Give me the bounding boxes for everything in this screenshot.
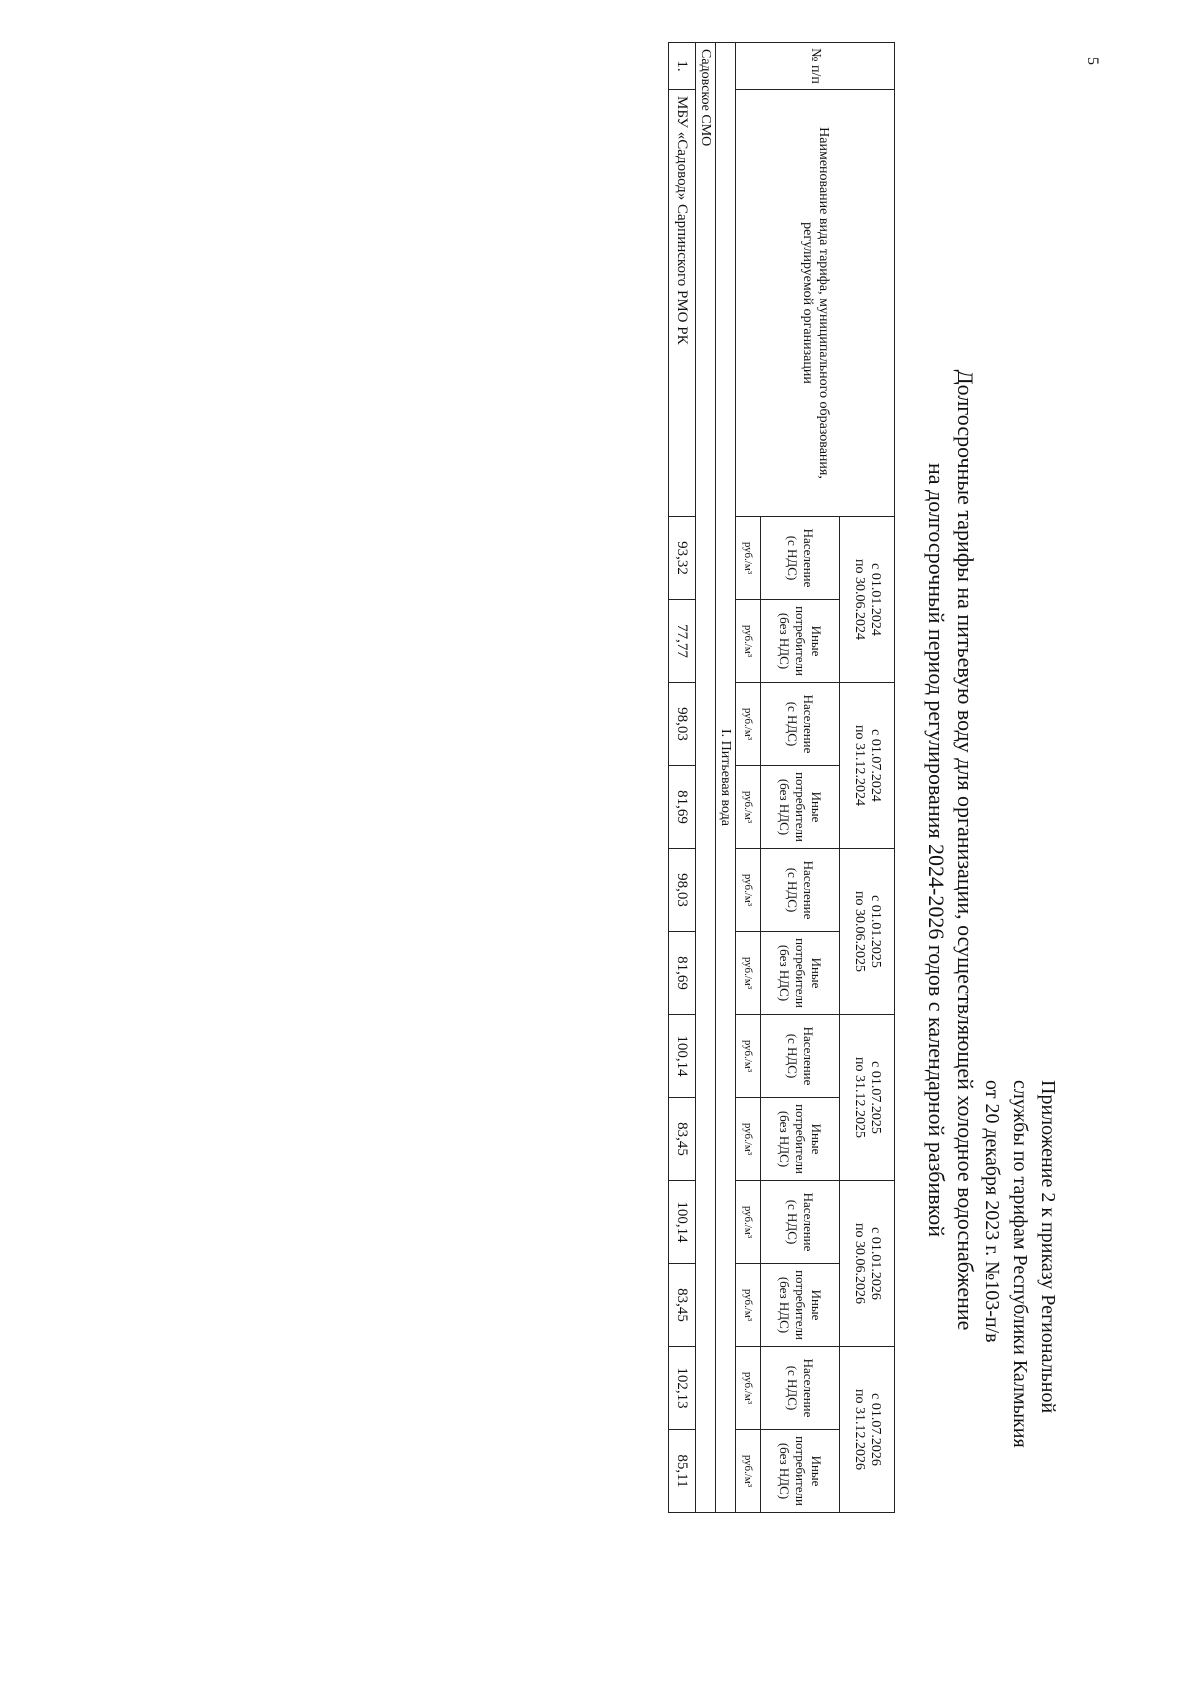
unit-cell: руб./м³: [736, 1347, 761, 1430]
subcol-line: Иные: [809, 1123, 824, 1155]
unit-cell: руб./м³: [736, 849, 761, 932]
subcol-line: (без НДС): [777, 1442, 792, 1500]
period-to: по 30.06.2024: [852, 559, 867, 640]
tariff-value: 98,03: [669, 849, 696, 932]
subcol-line: Иные: [809, 957, 824, 989]
period-to: по 30.06.2026: [852, 1223, 867, 1304]
subcol-other: [761, 1430, 840, 1513]
period-from: с 01.07.2026: [868, 1393, 883, 1466]
subcol-line: Население: [801, 1026, 816, 1086]
tariff-value: 85,11: [669, 1430, 696, 1513]
col-header-name: Наименование вида тарифа, муниципального образования, регулируемой организации: [736, 90, 895, 517]
subcol-other: [761, 1264, 840, 1347]
tariff-value: 100,14: [669, 1181, 696, 1264]
row-number: 1.: [669, 43, 696, 90]
unit-cell: руб./м³: [736, 1181, 761, 1264]
subcol-line: (без НДС): [777, 1110, 792, 1168]
subcol-other: [761, 600, 840, 683]
tariff-value: 102,13: [669, 1347, 696, 1430]
period-from: с 01.01.2026: [868, 1227, 883, 1300]
period-header: [840, 517, 895, 683]
tariff-value: 98,03: [669, 683, 696, 766]
period-header: [840, 1181, 895, 1347]
tariff-value: 81,69: [669, 766, 696, 849]
appendix-header: [978, 1080, 1062, 1580]
subcol-line: (без НДС): [777, 778, 792, 836]
unit-cell: руб./м³: [736, 600, 761, 683]
tariff-value: 100,14: [669, 1015, 696, 1098]
municipality-header: Садовское СМО: [696, 43, 716, 1513]
period-to: по 31.12.2024: [852, 725, 867, 806]
period-header: [840, 1347, 895, 1513]
section-header: I. Питьевая вода: [716, 43, 736, 1513]
subcol-line: Население: [801, 1358, 816, 1418]
page-number: 5: [1084, 57, 1101, 65]
organization-name: МБУ «Садовод» Сарпинского РМО РК: [669, 90, 696, 517]
unit-cell: руб./м³: [736, 1430, 761, 1513]
subcol-line: потребители: [793, 772, 808, 842]
title-line-1: Долгосрочные тарифы на питьевую воду для организации, осуществляющей холодное водоснабжение: [953, 369, 978, 1331]
document-title: [922, 20, 980, 1680]
unit-cell: руб./м³: [736, 1098, 761, 1181]
appendix-line-1: Приложение 2 к приказу Региональной: [1037, 1080, 1059, 1414]
subcol-line: (с НДС): [785, 535, 800, 581]
subcol-line: (с НДС): [785, 1033, 800, 1079]
appendix-line-2: службы по тарифам Республики Калмыкия: [1009, 1080, 1031, 1448]
subcol-population: [761, 1347, 840, 1430]
tariff-value: 93,32: [669, 517, 696, 600]
table-row: [669, 43, 696, 1513]
subcol-line: (с НДС): [785, 867, 800, 913]
subcol-line: (без НДС): [777, 1276, 792, 1334]
subcol-line: Население: [801, 528, 816, 588]
appendix-line-3: от 20 декабря 2023 г. №103-п/в: [981, 1080, 1003, 1343]
period-from: с 01.01.2025: [868, 895, 883, 968]
subcol-line: (с НДС): [785, 1365, 800, 1411]
subcol-line: потребители: [793, 1104, 808, 1174]
subcol-line: (без НДС): [777, 944, 792, 1002]
tariff-value: 83,45: [669, 1098, 696, 1181]
tariff-table: [668, 42, 895, 1513]
rotated-page-content: [10, 20, 1150, 1670]
subcol-population: [761, 683, 840, 766]
subcol-other: [761, 932, 840, 1015]
unit-cell: руб./м³: [736, 932, 761, 1015]
unit-cell: руб./м³: [736, 683, 761, 766]
unit-cell: руб./м³: [736, 766, 761, 849]
period-header: [840, 683, 895, 849]
period-from: с 01.07.2025: [868, 1061, 883, 1134]
subcol-line: потребители: [793, 938, 808, 1008]
subcol-population: [761, 1015, 840, 1098]
subcol-line: Население: [801, 694, 816, 754]
period-from: с 01.07.2024: [868, 729, 883, 802]
col-header-num: № п/п: [736, 43, 895, 90]
subcol-line: Население: [801, 860, 816, 920]
subcol-line: (с НДС): [785, 701, 800, 747]
unit-cell: руб./м³: [736, 517, 761, 600]
subcol-population: [761, 517, 840, 600]
subcol-line: потребители: [793, 1270, 808, 1340]
period-from: с 01.01.2024: [868, 563, 883, 636]
title-line-2: на долгосрочный период регулирования 2024-2026 годов с календарной разбивкой: [924, 462, 949, 1237]
subcol-line: Иные: [809, 1289, 824, 1321]
period-header: [840, 1015, 895, 1181]
subcol-other: [761, 766, 840, 849]
subcol-line: Иные: [809, 791, 824, 823]
tariff-value: 81,69: [669, 932, 696, 1015]
unit-cell: руб./м³: [736, 1015, 761, 1098]
subcol-population: [761, 1181, 840, 1264]
period-to: по 30.06.2025: [852, 891, 867, 972]
subcol-population: [761, 849, 840, 932]
tariff-value: 83,45: [669, 1264, 696, 1347]
period-header: [840, 849, 895, 1015]
tariff-value: 77,77: [669, 600, 696, 683]
subcol-line: Население: [801, 1192, 816, 1252]
subcol-line: (с НДС): [785, 1199, 800, 1245]
unit-cell: руб./м³: [736, 1264, 761, 1347]
period-to: по 31.12.2026: [852, 1389, 867, 1470]
subcol-line: Иные: [809, 1455, 824, 1487]
period-to: по 31.12.2025: [852, 1057, 867, 1138]
subcol-line: потребители: [793, 1436, 808, 1506]
subcol-line: потребители: [793, 606, 808, 676]
subcol-other: [761, 1098, 840, 1181]
subcol-line: (без НДС): [777, 612, 792, 670]
subcol-line: Иные: [809, 625, 824, 657]
